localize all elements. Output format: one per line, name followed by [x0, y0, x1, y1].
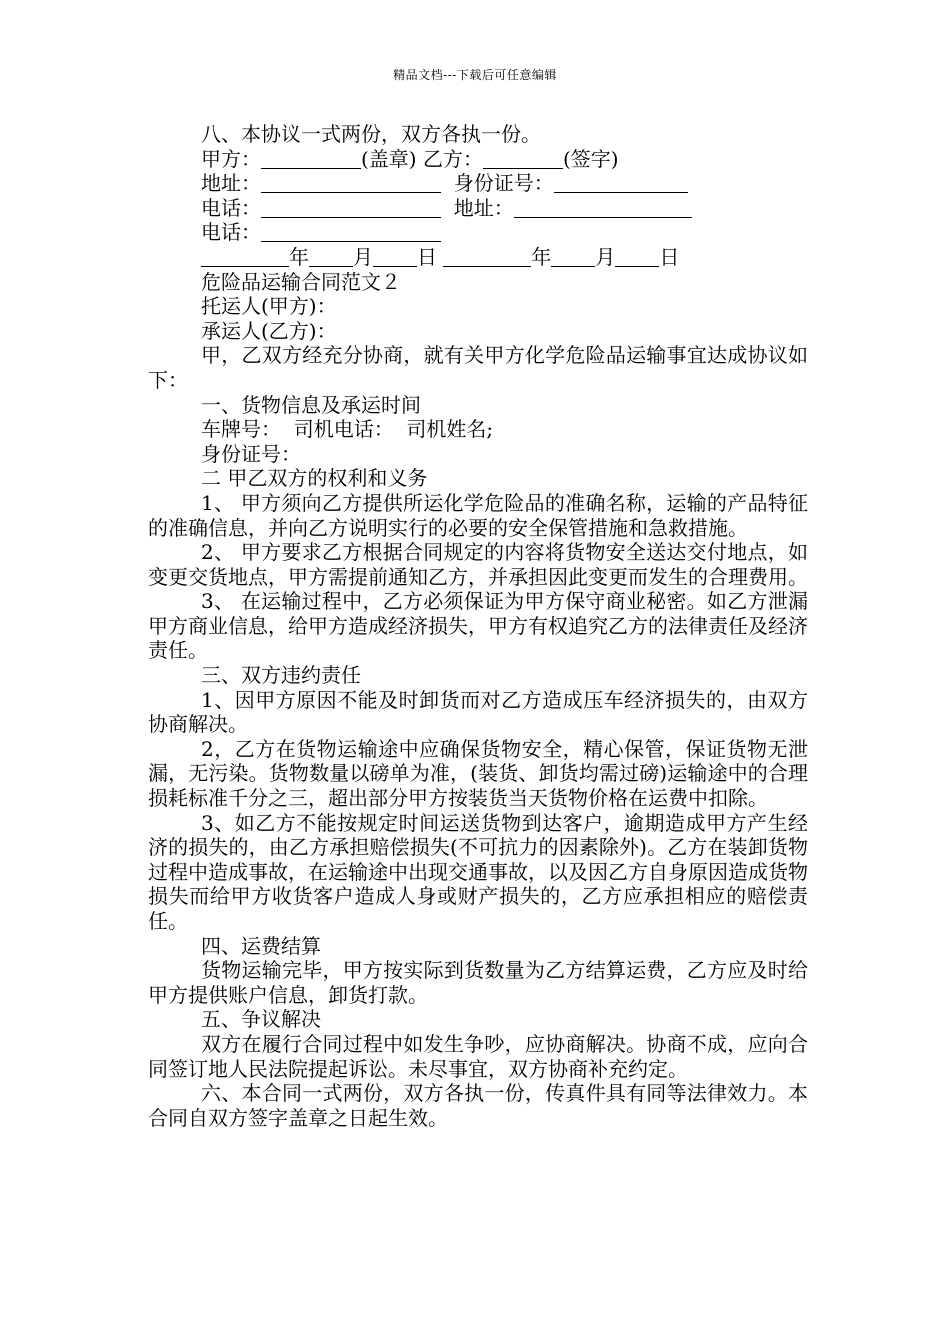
section-1-fields: 车牌号： 司机电话： 司机姓名; [201, 417, 494, 442]
party-b-label: 乙方： [422, 146, 483, 171]
id-number-blank [554, 173, 688, 193]
month-label-a: 月 [353, 244, 373, 269]
section-2-clause-3: 3、 在运输过程中，乙方必须保证为甲方保守商业秘密。如乙方泄漏甲方商业信息，给甲方造成经济损失，甲方有权追究乙方的法律责任及经济责任。 [148, 589, 808, 663]
section-4-paragraph: 货物运输完毕，甲方按实际到货数量为乙方结算运费，乙方应及时给甲方提供账户信息，卸货打款。 [148, 958, 808, 1007]
party-a-label: 甲方： [201, 146, 261, 171]
section-2-clause-2: 2、 甲方要求乙方根据合同规定的内容将货物安全送达交付地点，如变更交货地点，甲方需提前通知乙方，并承担因此变更而发生的合理费用。 [148, 540, 808, 589]
section-4-title: 四、运费结算 [201, 933, 321, 958]
month-label-b: 月 [595, 244, 616, 269]
day-label-a: 日 [417, 244, 437, 269]
phone-blank [261, 198, 441, 218]
address-blank [261, 173, 441, 193]
address2-blank [514, 198, 692, 218]
phone2-row [148, 220, 808, 245]
month-blank-b [551, 247, 595, 267]
id-number-label: 身份证号： [453, 171, 554, 196]
party-a-blank [261, 149, 361, 169]
section-3-clause-3: 3、如乙方不能按规定时间运送货物到达客户，逾期造成甲方产生经济的损失的，由乙方承担赔偿损失(不可抗力的因素除外)。乙方在装卸货物过程中造成事故，在运输途中出现交通事故，以及因乙方自身原因造成货物损失而给甲方收货客户造成人身或财产损失的，乙方应承担相应的赔偿责任。 [148, 810, 808, 933]
consignor-line: 托运人(甲方)： [201, 294, 337, 319]
month-blank-a [309, 247, 353, 267]
seal-label: (盖章) [361, 146, 417, 171]
sign-clause: 八、本协议一式两份，双方各执一份。 [201, 122, 541, 146]
signature-label: (签字) [562, 146, 619, 171]
year-blank-b [443, 247, 531, 267]
page-header: 精品文档---下载后可任意编辑 [393, 68, 557, 82]
intro-paragraph: 甲，乙双方经充分协商，就有关甲方化学危险品运输事宜达成协议如下： [148, 343, 808, 392]
day-label-b: 日 [659, 244, 680, 269]
day-blank-a [373, 247, 417, 267]
phone2-blank [261, 222, 441, 242]
address2-label: 地址： [453, 195, 514, 220]
address-row [148, 171, 808, 196]
document-body [148, 122, 808, 1130]
phone2-label: 电话： [201, 220, 261, 245]
year-label-b: 年 [531, 244, 552, 269]
section-5-title: 五、争议解决 [201, 1007, 321, 1032]
date-row [148, 245, 808, 270]
section-3-title: 三、双方违约责任 [201, 663, 361, 688]
section-1-title: 一、货物信息及承运时间 [201, 392, 421, 417]
section-2-clause-1: 1、 甲方须向乙方提供所运化学危险品的准确名称，运输的产品特征的准确信息，并向乙方说明实行的必要的安全保管措施和急救措施。 [148, 490, 808, 540]
party-b-blank [483, 149, 563, 169]
section-3-clause-2: 2，乙方在货物运输途中应确保货物安全，精心保管，保证货物无泄漏，无污染。货物数量以磅单为准，(装货、卸货均需过磅)运输途中的合理损耗标准千分之三，超出部分甲方按装货当天货物价格在运费中扣除。 [148, 736, 808, 811]
section-3-clause-1: 1、因甲方原因不能及时卸货而对乙方造成压车经济损失的，由双方协商解决。 [148, 687, 808, 737]
year-blank-a [201, 247, 289, 267]
day-blank-b [615, 247, 659, 267]
section-2-title: 二 甲乙双方的权利和义务 [201, 466, 428, 491]
doc-title: 危险品运输合同范文２ [201, 269, 401, 294]
party-a-row [148, 147, 808, 172]
year-label-a: 年 [289, 244, 309, 269]
phone-label: 电话： [201, 195, 261, 220]
section-1-id: 身份证号： [201, 441, 301, 466]
carrier-line: 承运人(乙方)： [201, 318, 337, 343]
section-6-paragraph: 六、本合同一式两份，双方各执一份，传真件具有同等法律效力。本合同自双方签字盖章之日起生效。 [148, 1081, 808, 1130]
section-5-paragraph: 双方在履行合同过程中如发生争吵，应协商解决。协商不成，应向合同签订地人民法院提起诉讼。未尽事宜，双方协商补充约定。 [148, 1031, 808, 1081]
address-label: 地址： [201, 171, 261, 196]
phone-row [148, 196, 808, 221]
